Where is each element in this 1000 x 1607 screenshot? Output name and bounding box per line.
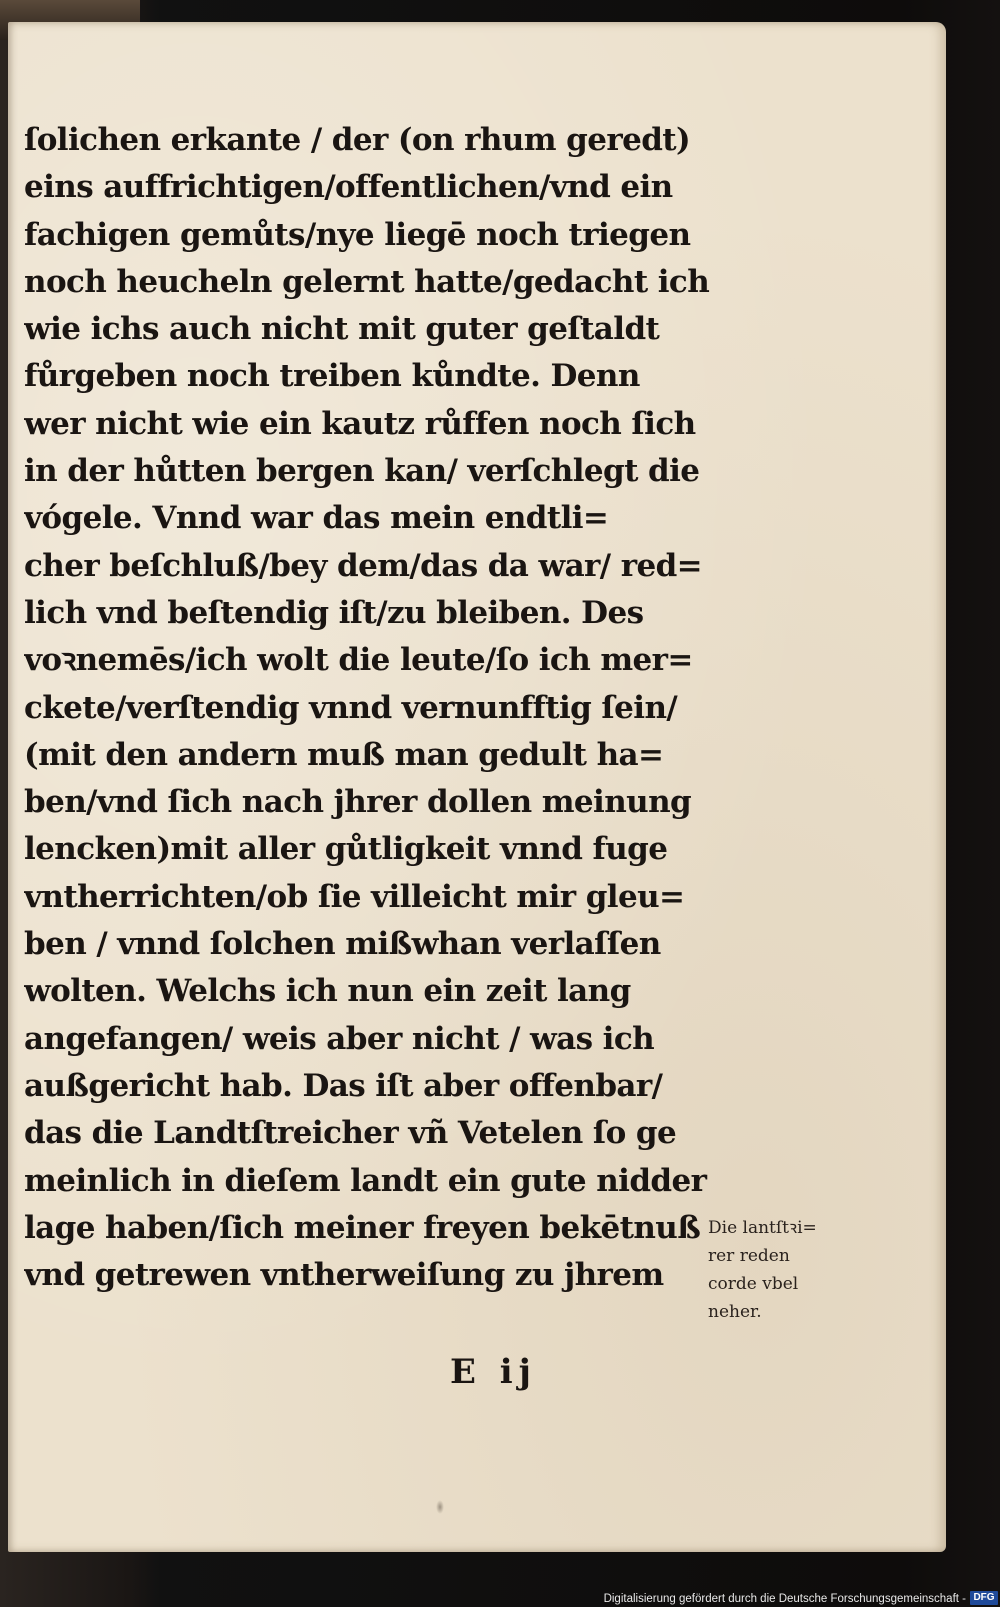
main-text-block (24, 117, 714, 1299)
dfg-logo: DFG (970, 1591, 998, 1605)
text-line: wolten. Welchs ich nun ein zeit lang (24, 973, 631, 1010)
text-line: in der hůtten bergen kan/ verſchlegt die (24, 453, 700, 490)
marginal-note (708, 1214, 848, 1326)
text-line: lich vnd beſtendig iſt/zu bleiben. Des (24, 594, 644, 631)
text-line: vnd getrewen vntherweiſung zu jhrem (24, 1257, 664, 1294)
text-line: ben / vnnd ſolchen mißwhan verlaſſen (24, 926, 661, 963)
text-line: cher beſchluß/bey dem/das da war/ red= (24, 547, 703, 584)
text-line: wer nicht wie ein kautz růffen noch ſich (24, 405, 696, 442)
text-line: außgericht hab. Das iſt aber offenbar/ (24, 1067, 663, 1104)
paper-speck (436, 1500, 444, 1514)
text-line: fůrgeben noch treiben kůndte. Denn (24, 358, 640, 395)
text-line: vógele. Vnnd war das mein endtli= (24, 500, 609, 537)
text-line: wie ichs auch nicht mit guter geſtaldt (24, 311, 660, 348)
marginal-note-line: corde vbel (708, 1274, 799, 1294)
text-line: vntherrichten/ob ſie villeicht mir gleu= (24, 878, 685, 915)
text-line: noch heucheln gelernt hatte/gedacht ich (24, 263, 710, 300)
book-page (8, 22, 946, 1552)
text-line: fachigen gemůts/nye liegē noch triegen (24, 216, 691, 253)
digitization-credit: Digitalisierung gefördert durch die Deutsche Forschungsgemeinschaft - (603, 1593, 966, 1605)
marginal-note-line: neher. (708, 1302, 762, 1322)
text-line: voꝛnemēs/ich wolt die leute/ſo ich mer= (24, 642, 693, 679)
text-line: lencken)mit aller gůtligkeit vnnd fuge (24, 831, 668, 868)
text-line: angefangen/ weis aber nicht / was ich (24, 1020, 655, 1057)
text-line: (mit den andern muß man gedult ha= (24, 736, 664, 773)
text-line: ben/vnd ſich nach jhrer dollen meinung (24, 784, 692, 821)
marginal-note-line: rer reden (708, 1246, 790, 1266)
signature-mark: E ij (450, 1352, 537, 1392)
text-line: lage haben/ſich meiner freyen bekētnuß (24, 1209, 701, 1246)
text-line: eins auffrichtigen/offentlichen/vnd ein (24, 169, 673, 206)
marginal-note-line: Die lantſtꝛi= (708, 1218, 817, 1238)
text-line: ckete/verſtendig vnnd vernunfftig ſein/ (24, 689, 678, 726)
text-line: das die Landtſtreicher vñ Vetelen ſo ge (24, 1115, 677, 1152)
text-line: ſolichen erkante / der (on rhum geredt) (24, 122, 691, 158)
text-line: meinlich in dieſem landt ein gute nidder (24, 1162, 707, 1199)
